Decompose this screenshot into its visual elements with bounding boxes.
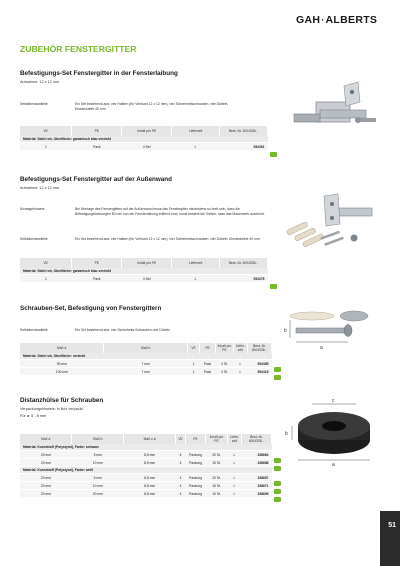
header-mass-c: Maß c ø xyxy=(124,434,176,444)
section-1-subtitle: Aufnahme: 12 x 12 mm xyxy=(20,80,60,84)
header-ve: VE xyxy=(20,126,72,136)
cell-pe: Pack xyxy=(200,368,216,376)
cell-inhalt: 4 St. xyxy=(216,360,234,368)
section-2-subtitle: Aufnahme: 12 x 12 mm xyxy=(20,186,60,190)
header-bestnr: Best.-Nr. 4004338... xyxy=(220,126,268,136)
section-2-row2-text: Ein Set bestehend aus: vier Haltern (für Vierkant 12 x 12 mm), vier Sicherheitsschrauben, vier Dübeln, Einstecktiefe 40 mm xyxy=(75,237,260,241)
cell-lieferzeit: L xyxy=(227,474,241,482)
table-row xyxy=(20,459,272,467)
cell-lieferzeit: L xyxy=(227,482,241,490)
label-b: b xyxy=(285,431,288,437)
header-lieferzeit: Lieferzeit xyxy=(172,126,220,136)
cell-mass-a: 20 mm xyxy=(20,451,72,459)
cell-article-number[interactable]: 554378 xyxy=(220,275,268,283)
cell-mass-b: 10 mm xyxy=(72,482,124,490)
label-a: a xyxy=(320,345,323,351)
cart-icon[interactable] xyxy=(274,489,281,494)
table-row xyxy=(20,490,272,498)
cell-mass-b: 5 mm xyxy=(72,474,124,482)
cell-pe: Pack xyxy=(72,143,122,151)
cell-article-number[interactable]: 338688 xyxy=(241,459,271,467)
cell-mass-b: 7 mm xyxy=(104,368,188,376)
wall-mount-bracket-image xyxy=(290,80,382,138)
section-1-table xyxy=(20,126,268,151)
cell-mass-a: 20 mm xyxy=(20,490,72,498)
section-3-title: Schrauben-Set, Befestigung von Fenstergittern xyxy=(20,305,162,312)
section-1-title: Befestigungs-Set Fenstergitter in der Fensterlaibung xyxy=(20,70,178,77)
cell-article-number[interactable]: 338657 xyxy=(241,474,271,482)
cell-mass-a: 20 mm xyxy=(20,482,72,490)
label-a: a xyxy=(332,462,335,468)
table-row xyxy=(20,482,272,490)
section-1-row-label: Selbstbestandteile xyxy=(20,102,48,106)
header-ve: VE xyxy=(176,434,186,444)
cell-ve: 1 xyxy=(188,360,200,368)
cell-article-number[interactable]: 554415 xyxy=(247,368,271,376)
cell-lieferzeit: L xyxy=(227,451,241,459)
cart-icon[interactable] xyxy=(270,284,277,289)
brand-part1: GAH xyxy=(296,14,321,26)
cell-inhalt: 15 St. xyxy=(206,482,228,490)
cell-article-number[interactable]: 554361 xyxy=(220,143,268,151)
cell-lieferzeit: L xyxy=(233,360,247,368)
header-lieferzeit: Liefer-zeit xyxy=(227,434,241,444)
cell-mass-b: 10 mm xyxy=(72,459,124,467)
cell-pe: Packung xyxy=(186,459,206,467)
section-3-row-text: Ein Set bestehend aus: vier Sicherheits-Schrauben und Dübeln xyxy=(75,328,170,332)
spacer-sleeve-image xyxy=(282,396,382,468)
cell-inhalt: 15 St. xyxy=(206,459,228,467)
header-ve: VE xyxy=(20,258,72,268)
cell-inhalt: 10 St. xyxy=(206,490,228,498)
table-row xyxy=(20,275,268,283)
header-lieferzeit: Liefer-zeit xyxy=(233,343,247,353)
page-number: 51 xyxy=(388,522,396,529)
cell-article-number[interactable]: 338695 xyxy=(241,490,271,498)
cell-inhalt: 4 Set xyxy=(122,275,172,283)
cell-ve: 4 xyxy=(176,482,186,490)
cart-icon[interactable] xyxy=(274,481,281,486)
cell-ve: 1 xyxy=(188,368,200,376)
cell-pe: Packung xyxy=(186,474,206,482)
cart-icon[interactable] xyxy=(274,367,281,372)
header-pe: PE xyxy=(186,434,206,444)
section-4-subtitle: Verpackungshinweis: in Box verpackt xyxy=(20,407,83,411)
brand-logo xyxy=(296,14,377,26)
cart-icon[interactable] xyxy=(274,466,281,471)
cell-ve: 4 xyxy=(176,490,186,498)
cell-mass-c: 8,5 mm xyxy=(124,451,176,459)
cell-mass-a: 20 mm xyxy=(20,474,72,482)
header-mass-b: Maß b xyxy=(104,343,188,353)
header-inhalt: Inhalt pro PE xyxy=(216,343,234,353)
cell-pe: Packung xyxy=(186,490,206,498)
cell-lieferzeit: L xyxy=(227,459,241,467)
cell-article-number[interactable]: 554385 xyxy=(247,360,271,368)
cell-inhalt: 20 St. xyxy=(206,474,228,482)
section-3-row-label: Selbstbestandteile xyxy=(20,328,48,332)
header-pe: PE xyxy=(72,126,122,136)
header-lieferzeit: Lieferzeit xyxy=(172,258,220,268)
header-mass-a: Maß a xyxy=(20,343,104,353)
category-title: ZUBEHÖR FENSTERGITTER xyxy=(20,44,137,54)
cell-mass-a: 20 mm xyxy=(20,459,72,467)
cart-icon[interactable] xyxy=(270,152,277,157)
table-row xyxy=(20,451,272,459)
cell-article-number[interactable]: 338664 xyxy=(241,451,271,459)
cell-lieferzeit: L xyxy=(233,368,247,376)
brand-part2: ALBERTS xyxy=(325,14,378,26)
cell-article-number[interactable]: 338671 xyxy=(241,482,271,490)
header-mass-a: Maß a xyxy=(20,434,72,444)
label-b: b xyxy=(284,328,287,334)
material-row: Material: Kunststoff (Polystyrol), Farbe: schwarz xyxy=(20,444,272,451)
cell-ve: 4 xyxy=(176,451,186,459)
cart-icon[interactable] xyxy=(274,497,281,502)
section-2-table xyxy=(20,258,268,283)
cell-mass-a: 50 mm xyxy=(20,360,104,368)
section-4-subtitle2: Für ø: 5 - 8 mm xyxy=(20,414,47,418)
section-2-title: Befestigungs-Set Fenstergitter auf der Außenwand xyxy=(20,176,172,183)
cell-lieferzeit: L xyxy=(172,275,220,283)
cell-mass-b: 20 mm xyxy=(72,490,124,498)
header-bestnr: Best.-Nr. 4004338... xyxy=(247,343,271,353)
section-2-row2-label: Selbstbestandteile xyxy=(20,237,48,241)
header-pe: PE xyxy=(72,258,122,268)
header-pe: PE xyxy=(200,343,216,353)
cart-icon[interactable] xyxy=(274,458,281,463)
cart-icon[interactable] xyxy=(274,375,281,380)
section-1-row-text: Ein Set bestehend aus: vier Haltern (für Vierkant 12 x 12 mm), vier Sicherheitsschrauben, vier Dübeln, Einstecktiefe 40 mm xyxy=(75,102,229,112)
cell-ve: 1 xyxy=(20,143,72,151)
cell-lieferzeit: L xyxy=(172,143,220,151)
cell-mass-b: 5 mm xyxy=(72,451,124,459)
cell-ve: 4 xyxy=(176,459,186,467)
table-row xyxy=(20,474,272,482)
material-row: Material: Stahl roh, Oberfläche: galvanisch blau verzinkt xyxy=(20,136,268,143)
material-row: Material: Stahl roh, Oberfläche: verzinkt xyxy=(20,353,272,360)
header-inhalt: Inhalt pro PE xyxy=(122,126,172,136)
cell-mass-b: 7 mm xyxy=(104,360,188,368)
cell-inhalt: 4 St. xyxy=(216,368,234,376)
section-2-row1-label: Montagehinweis xyxy=(20,207,45,211)
header-mass-b: Maß b xyxy=(72,434,124,444)
table-row xyxy=(20,143,268,151)
cell-mass-c: 8,5 mm xyxy=(124,474,176,482)
header-inhalt: Inhalt pro PE xyxy=(122,258,172,268)
cell-inhalt: 4 Set xyxy=(122,143,172,151)
material-row: Material: Stahl roh, Oberfläche: galvanisch blau verzinkt xyxy=(20,268,268,275)
material-row: Material: Kunststoff (Polystyrol), Farbe: weiß xyxy=(20,467,272,474)
section-4-title: Distanzhülse für Schrauben xyxy=(20,397,104,404)
screw-and-dowel-image xyxy=(282,308,382,356)
cell-ve: 4 xyxy=(176,474,186,482)
cell-pe: Packung xyxy=(186,451,206,459)
page-number-bar xyxy=(380,511,400,566)
header-ve: VE xyxy=(188,343,200,353)
header-bestnr: Best.-Nr. 4004338... xyxy=(241,434,271,444)
cell-mass-c: 8,5 mm xyxy=(124,459,176,467)
cell-mass-a: 100 mm xyxy=(20,368,104,376)
outer-wall-bracket-image xyxy=(280,190,380,250)
cell-pe: Pack xyxy=(200,360,216,368)
cell-mass-c: 8,5 mm xyxy=(124,490,176,498)
header-inhalt: Inhalt pro PE xyxy=(206,434,228,444)
section-2-row1-text: Bei Montage des Fenstergitters auf der Außenwand muss das Fenstergitter mindestens so breit sein, dass die Befestigungsbohrungen 80 mm von der Fensterlaibung entfernt sind, sonst besteht die Gefahr, dass das Mauerwerk ausbricht. xyxy=(75,207,265,217)
cell-pe: Pack xyxy=(72,275,122,283)
header-bestnr: Best.-Nr. 4004338... xyxy=(220,258,268,268)
table-row xyxy=(20,368,272,376)
cell-ve: 1 xyxy=(20,275,72,283)
cell-inhalt: 20 St. xyxy=(206,451,228,459)
section-4-table xyxy=(20,434,272,498)
table-row xyxy=(20,360,272,368)
cell-mass-c: 8,5 mm xyxy=(124,482,176,490)
label-c: c xyxy=(332,398,335,404)
section-3-table xyxy=(20,343,272,376)
brand-separator: · xyxy=(321,15,325,25)
cell-lieferzeit: L xyxy=(227,490,241,498)
cell-pe: Packung xyxy=(186,482,206,490)
